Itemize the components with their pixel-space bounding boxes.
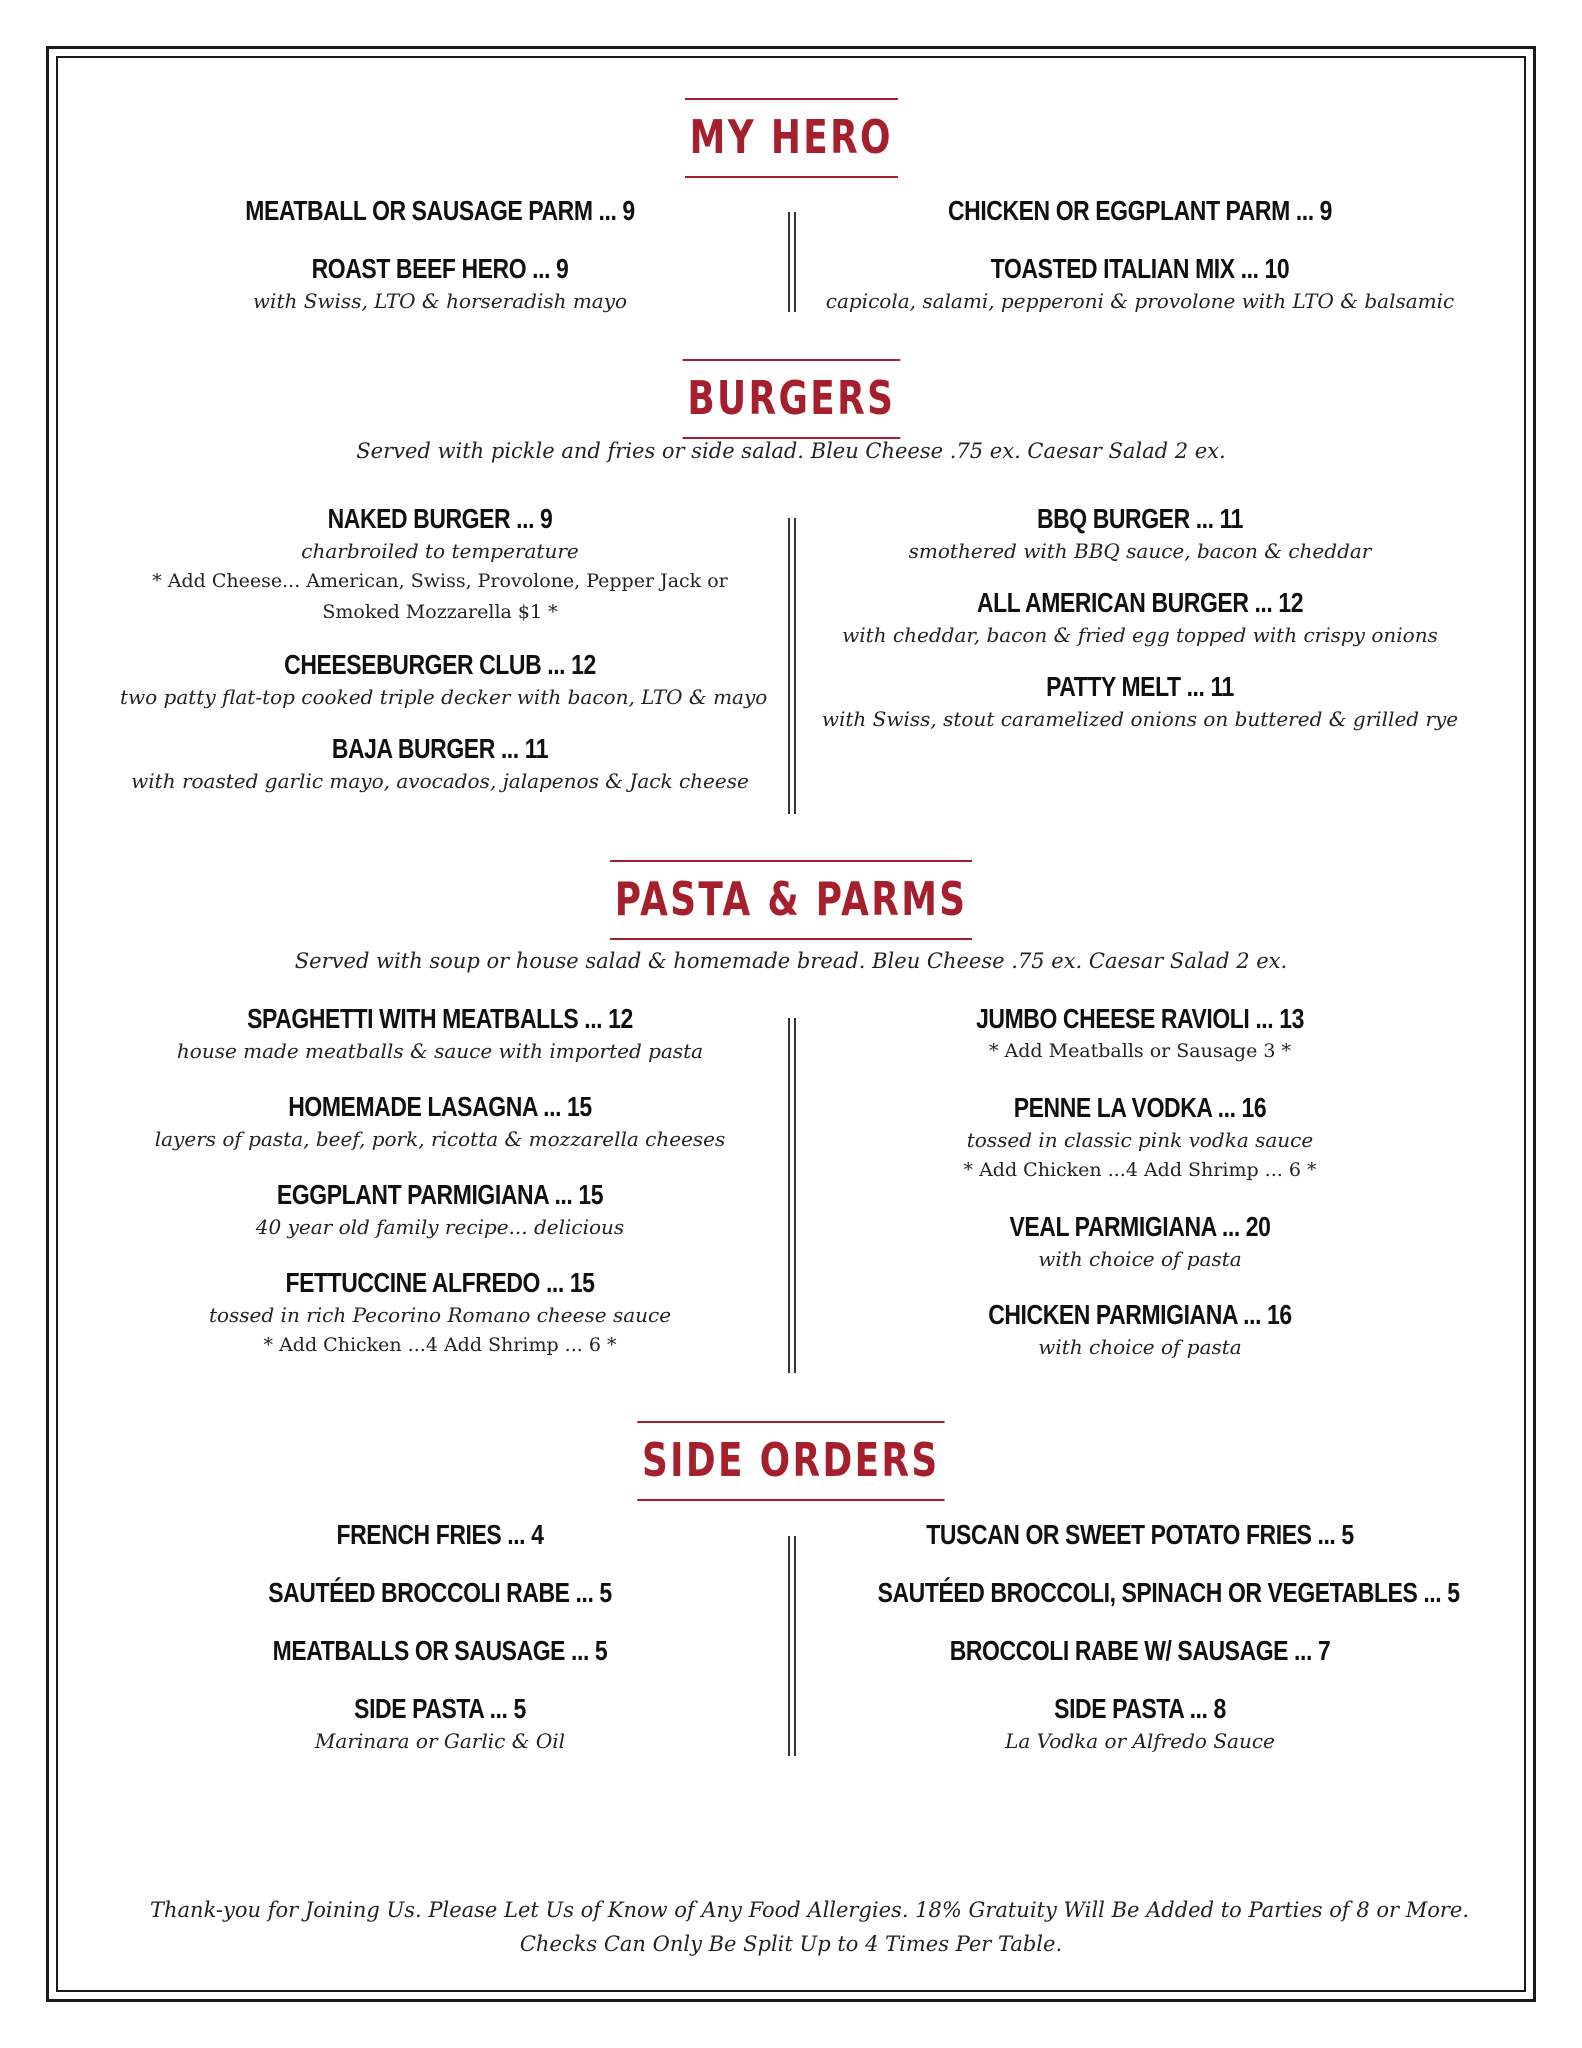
item-name: BROCCOLI RABE W/ SAUSAGE ... 7 xyxy=(949,1635,1331,1666)
item-name: PATTY MELT ... 11 xyxy=(1046,671,1234,702)
burgers-note: Served with pickle and fries or side salad. Bleu Cheese .75 ex. Caesar Salad 2 ex. xyxy=(356,439,1226,463)
menu-item xyxy=(120,252,760,316)
item-name: FRENCH FRIES ... 4 xyxy=(336,1519,544,1550)
item-description: with roasted garlic mayo, avocados, jalapenos & Jack cheese xyxy=(131,769,749,793)
item-name: EGGPLANT PARMIGIANA ... 15 xyxy=(276,1179,604,1210)
item-description: capicola, salami, pepperoni & provolone with LTO & balsamic xyxy=(825,289,1455,313)
item-addon: * Add Meatballs or Sausage 3 * xyxy=(988,1040,1291,1062)
item-description: La Vodka or Alfredo Sauce xyxy=(1005,1729,1275,1753)
section-heading-burgers xyxy=(0,359,1582,439)
item-name: NAKED BURGER ... 9 xyxy=(327,503,553,534)
burgers-title: BURGERS xyxy=(682,359,899,439)
column-divider xyxy=(788,212,796,312)
item-description: with Swiss, stout caramelized onions on buttered & grilled rye xyxy=(821,707,1459,731)
item-description: tossed in classic pink vodka sauce xyxy=(966,1128,1314,1152)
item-name: PENNE LA VODKA ... 16 xyxy=(1013,1092,1267,1123)
item-name: SIDE PASTA ... 5 xyxy=(354,1693,526,1724)
menu-item xyxy=(820,1002,1460,1067)
pasta-left-column xyxy=(120,1002,760,1361)
item-name: SAUTÉED BROCCOLI RABE ... 5 xyxy=(268,1577,612,1608)
menu-item xyxy=(120,1090,760,1154)
pasta-note: Served with soup or house salad & homemade bread. Bleu Cheese .75 ex. Caesar Salad 2 ex. xyxy=(294,949,1288,973)
menu-item xyxy=(820,252,1460,316)
item-description: tossed in rich Pecorino Romano cheese sauce xyxy=(208,1303,672,1327)
item-name: ALL AMERICAN BURGER ... 12 xyxy=(976,587,1304,618)
column-divider xyxy=(788,518,796,814)
sides-left-column xyxy=(120,1518,760,1756)
menu-item xyxy=(120,1576,760,1610)
menu-item xyxy=(820,1298,1460,1362)
section-heading-pasta xyxy=(0,860,1582,940)
item-name: HOMEMADE LASAGNA ... 15 xyxy=(288,1091,592,1122)
menu-item xyxy=(120,502,760,628)
item-name: MEATBALLS OR SAUSAGE ... 5 xyxy=(272,1635,608,1666)
section-heading-sides xyxy=(0,1421,1582,1501)
hero-left-column xyxy=(120,194,760,316)
menu-item xyxy=(820,194,1460,228)
item-description: with choice of pasta xyxy=(1038,1247,1242,1271)
item-description: smothered with BBQ sauce, bacon & cheddar xyxy=(908,539,1372,563)
item-name: CHICKEN OR EGGPLANT PARM ... 9 xyxy=(947,195,1332,226)
item-name: CHEESEBURGER CLUB ... 12 xyxy=(284,649,596,680)
burgers-left-column xyxy=(120,502,768,796)
menu-item xyxy=(120,194,760,228)
item-description: with choice of pasta xyxy=(1038,1335,1242,1359)
menu-item xyxy=(120,1518,760,1552)
menu-item xyxy=(820,670,1460,734)
menu-item xyxy=(820,1576,1460,1610)
item-name: TOASTED ITALIAN MIX ... 10 xyxy=(990,253,1290,284)
menu-item xyxy=(120,1266,760,1361)
menu-item xyxy=(820,1210,1460,1274)
menu-item xyxy=(820,1518,1460,1552)
sides-right-column xyxy=(820,1518,1460,1756)
item-name: FETTUCCINE ALFREDO ... 15 xyxy=(285,1267,595,1298)
item-name: VEAL PARMIGIANA ... 20 xyxy=(1009,1211,1271,1242)
item-description: charbroiled to temperature xyxy=(301,539,579,563)
item-description: two patty flat-top cooked triple decker with bacon, LTO & mayo xyxy=(120,685,768,709)
item-description: house made meatballs & sauce with imported pasta xyxy=(176,1039,704,1063)
menu-item xyxy=(820,502,1460,566)
hero-right-column xyxy=(820,194,1460,316)
footer-line-2: Checks Can Only Be Split Up to 4 Times Per Table. xyxy=(519,1932,1063,1956)
item-name: TUSCAN OR SWEET POTATO FRIES ... 5 xyxy=(926,1519,1354,1550)
item-description: with Swiss, LTO & horseradish mayo xyxy=(252,289,628,313)
item-addon: * Add Chicken ...4 Add Shrimp ... 6 * xyxy=(963,1159,1317,1181)
menu-item xyxy=(120,1692,760,1756)
item-addon: * Add Chicken ...4 Add Shrimp ... 6 * xyxy=(263,1334,617,1356)
item-name: CHICKEN PARMIGIANA ... 16 xyxy=(988,1299,1292,1330)
item-name: ROAST BEEF HERO ... 9 xyxy=(311,253,569,284)
menu-item xyxy=(120,1002,760,1066)
item-name: MEATBALL OR SAUSAGE PARM ... 9 xyxy=(245,195,635,226)
pasta-title: PASTA & PARMS xyxy=(610,860,972,940)
hero-title: MY HERO xyxy=(685,98,898,178)
section-heading-hero xyxy=(0,98,1582,178)
column-divider xyxy=(788,1536,796,1756)
item-description: layers of pasta, beef, pork, ricotta & mozzarella cheeses xyxy=(154,1127,726,1151)
menu-item xyxy=(120,1634,760,1668)
menu-item xyxy=(820,1091,1460,1186)
footer-line-1: Thank-you for Joining Us. Please Let Us of Know of Any Food Allergies. 18% Gratuity Will Be Added to Parties of 8 or More. xyxy=(150,1898,1470,1922)
item-description: with cheddar, bacon & fried egg topped with crispy onions xyxy=(842,623,1438,647)
menu-item xyxy=(120,648,768,712)
item-name: BBQ BURGER ... 11 xyxy=(1036,503,1244,534)
menu-item xyxy=(820,1692,1460,1756)
item-name: SPAGHETTI WITH MEATBALLS ... 12 xyxy=(247,1003,633,1034)
item-description: Marinara or Garlic & Oil xyxy=(314,1729,566,1753)
item-name: JUMBO CHEESE RAVIOLI ... 13 xyxy=(976,1003,1304,1034)
item-name: SAUTÉED BROCCOLI, SPINACH OR VEGETABLES ... 5 xyxy=(877,1577,1460,1608)
menu-item xyxy=(120,1178,760,1242)
item-name: SIDE PASTA ... 8 xyxy=(1054,1693,1226,1724)
pasta-right-column xyxy=(820,1002,1460,1362)
menu-item xyxy=(820,586,1460,650)
menu-item xyxy=(120,732,760,796)
item-description: 40 year old family recipe... delicious xyxy=(255,1215,625,1239)
column-divider xyxy=(788,1018,796,1373)
item-name: BAJA BURGER ... 11 xyxy=(331,733,549,764)
menu-item xyxy=(820,1634,1460,1668)
item-addon: Smoked Mozzarella $1 * xyxy=(322,601,558,623)
item-addon: * Add Cheese... American, Swiss, Provolone, Pepper Jack or xyxy=(152,570,728,592)
sides-title: SIDE ORDERS xyxy=(638,1421,945,1501)
burgers-right-column xyxy=(820,502,1460,734)
